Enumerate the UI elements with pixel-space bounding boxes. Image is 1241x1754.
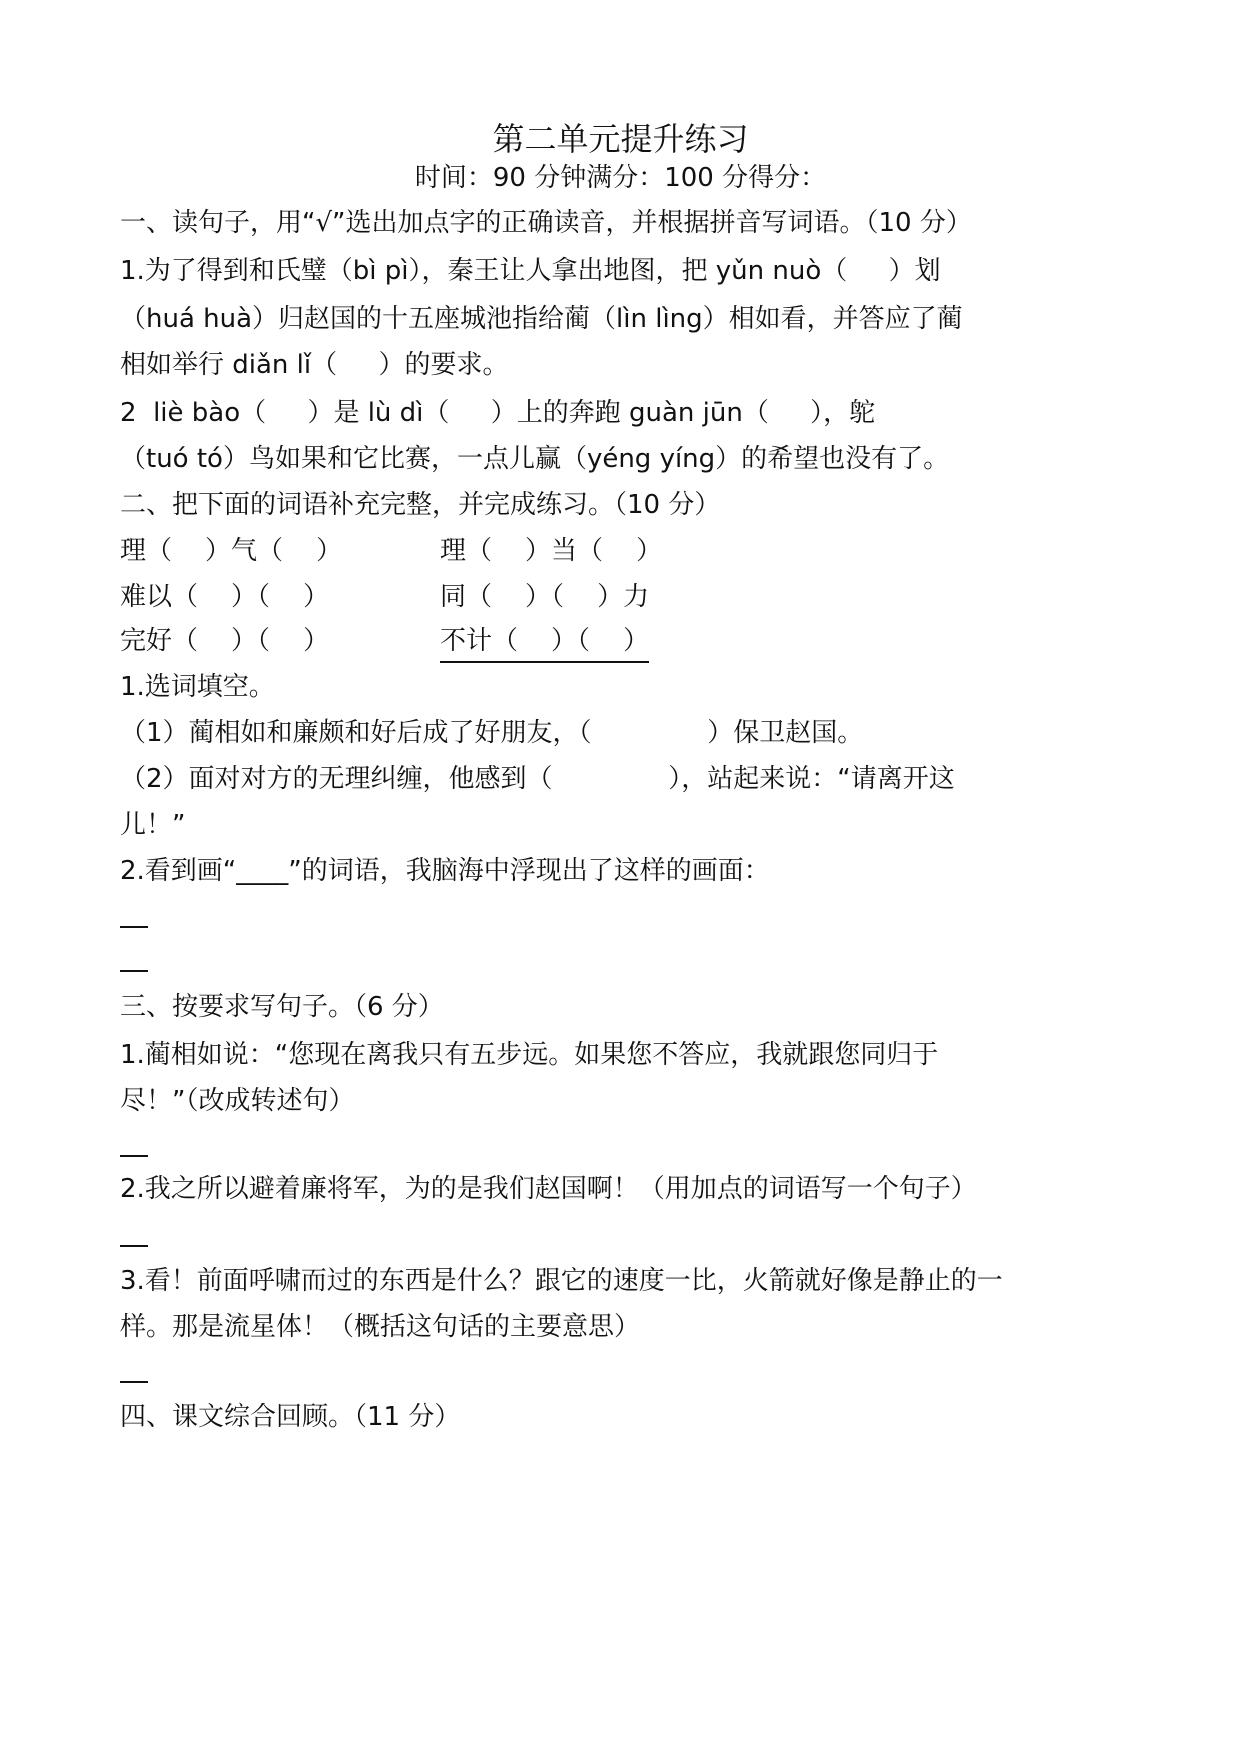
section3-q2: 2.我之所以避着廉将军，为的是我们赵国啊！（用加点的词语写一个句子）: [120, 1174, 977, 1204]
section3-heading: 三、按要求写句子。（6 分）: [120, 992, 444, 1022]
section1-q1-line1: 1.为了得到和氏璧（bì pì），秦王让人拿出地图，把 yǔn nuò（ ）划: [120, 256, 941, 286]
section2-sub2-heading: 2.看到画“____”的词语，我脑海中浮现出了这样的画面：: [120, 856, 770, 886]
section1-q2-line2: （tuó tó）鸟如果和它比赛，一点儿赢（yéng yíng）的希望也没有了。: [120, 444, 950, 474]
section3-q1-line2: 尽！”（改成转述句）: [120, 1086, 355, 1116]
section1-q1-line2: （huá huà）归赵国的十五座城池指给蔺（lìn lìng）相如看，并答应了蔺: [120, 304, 963, 334]
answer-blank-line[interactable]: [120, 1381, 148, 1383]
exam-meta: 时间：90 分钟满分：100 分得分：: [414, 163, 827, 193]
word-fill-right: 理（ ）当（ ）: [440, 536, 663, 566]
page-title: 第二单元提升练习: [492, 120, 749, 158]
section2-heading: 二、把下面的词语补充完整，并完成练习。（10 分）: [120, 490, 721, 520]
word-fill-right-underlined: 不计（ ）（ ）: [440, 623, 649, 663]
word-fill-left: 难以（ ）（ ）: [120, 582, 330, 612]
section3-q1-line1: 1.蔺相如说：“您现在离我只有五步远。如果您不答应，我就跟您同归于: [120, 1040, 939, 1070]
word-fill-left: 完好（ ）（ ）: [120, 626, 330, 656]
answer-blank-line[interactable]: [120, 1155, 148, 1157]
answer-blank-line[interactable]: [120, 1245, 148, 1247]
section3-q3-line1: 3.看！前面呼啸而过的东西是什么？跟它的速度一比，火箭就好像是静止的一: [120, 1266, 1003, 1296]
section2-sub1-item1: （1）蔺相如和廉颇和好后成了好朋友，（ ）保卫赵国。: [120, 718, 864, 748]
answer-blank-line[interactable]: [120, 926, 148, 928]
section2-sub1-heading: 1.选词填空。: [120, 672, 275, 702]
word-fill-left: 理（ ）气（ ）: [120, 536, 343, 566]
answer-blank-line[interactable]: [120, 970, 148, 972]
section2-sub1-item2-line1: （2）面对对方的无理纠缠，他感到（ ），站起来说：“请离开这: [120, 764, 955, 794]
section1-q2-line1: 2 liè bào（ ）是 lù dì（ ）上的奔跑 guàn jūn（ ），鸵: [120, 398, 876, 428]
section1-heading: 一、读句子，用“√”选出加点字的正确读音，并根据拼音写词语。（10 分）: [120, 208, 972, 238]
word-fill-right: 同（ ）（ ）力: [440, 582, 650, 612]
section4-heading: 四、课文综合回顾。（11 分）: [120, 1402, 461, 1432]
section1-q1-line3: 相如举行 diǎn lǐ（ ）的要求。: [120, 350, 509, 380]
section3-q3-line2: 样。那是流星体！（概括这句话的主要意思）: [120, 1312, 641, 1342]
section2-sub1-item2-line2: 儿！”: [120, 810, 186, 840]
